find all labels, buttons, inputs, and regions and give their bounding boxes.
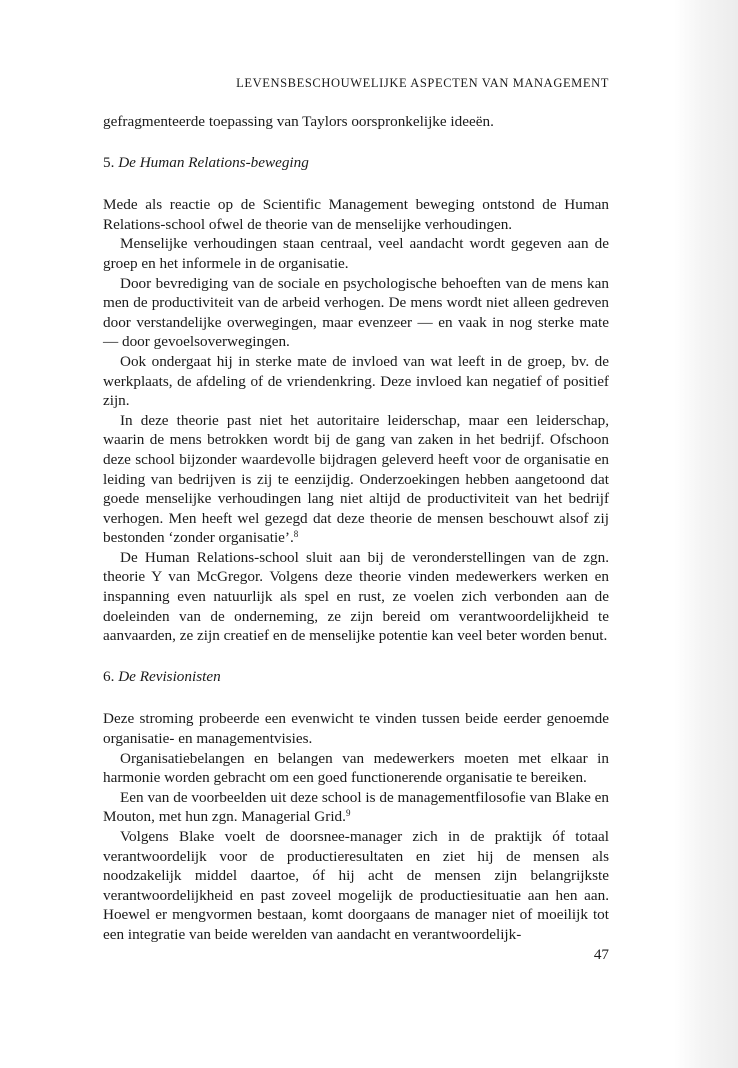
page-number: 47	[593, 946, 609, 963]
section-6-paragraph: Deze stroming probeerde een evenwicht te vinden tussen beide eerder genoemde organisatie- en managementvisies.	[103, 710, 609, 748]
section-5-heading	[103, 153, 609, 173]
section-5-paragraph-text: In deze theorie past niet het autoritaire leiderschap, maar een leiderschap, waarin de mens betrokken wordt bij de gang van zaken in het bedrijf. Ofschoon deze school bijzonder waardevolle bijdragen geleverd heeft voor de organisatie en leiding van bedrijven is zij te eenzijdig. Onderzoekingen hebben aangetoond dat goede menselijke verhoudingen lang niet altijd de productiviteit van het bedrijf verhogen. Men heeft wel gezegd dat deze theorie de mensen beschouwt alsof zij bestonden ‘zonder organisatie’.	[103, 411, 609, 547]
section-5-paragraph: Door bevrediging van de sociale en psychologische behoeften van de mens kan men de productiviteit van de arbeid verhogen. De mens wordt niet alleen gedreven door verstandelijke overwegingen, maar evenzeer — en vaak in nog sterke mate — door gevoelsoverwegingen.	[103, 274, 609, 351]
section-5-paragraph: Ook ondergaat hij in sterke mate de invloed van wat leeft in de groep, bv. de werkplaats, de afdeling of de vriendenkring. Deze invloed kan negatief of positief zijn.	[103, 352, 609, 410]
section-6-paragraph: Volgens Blake voelt de doorsnee-manager zich in de praktijk óf totaal verantwoordelijk voor de productieresultaten en ziet hij de mensen als noodzakelijk middel daartoe, óf hij acht de mensen zijn belangrijkste verantwoordelijkheid en past zoveel mogelijk de productiesituatie aan hen aan. Hoewel er mengvormen bestaan, komt doorgaans de manager niet of moeilijk tot een integratie van beide werelden van aandacht en verantwoordelijk-	[103, 828, 609, 943]
section-6-paragraph-with-note	[103, 788, 609, 827]
section-5-title: De Human Relations-beweging	[118, 153, 309, 171]
section-6-number: 6.	[103, 667, 115, 685]
section-6-title: De Revisionisten	[118, 667, 221, 685]
section-6-paragraph-text: Een van de voorbeelden uit deze school is de managementfilosofie van Blake en Mouton, met hun zgn. Managerial Grid.	[103, 788, 609, 826]
section-5-paragraph-with-note	[103, 411, 609, 548]
running-header: LEVENSBESCHOUWELIJKE ASPECTEN VAN MANAGEMENT	[236, 76, 609, 90]
section-5-paragraph: Mede als reactie op de Scientific Management beweging ontstond de Human Relations-school ofwel de theorie van de menselijke verhoudingen.	[103, 196, 609, 233]
intro-continuation: gefragmenteerde toepassing van Taylors oorspronkelijke ideeën.	[103, 113, 494, 130]
section-5-number: 5.	[103, 153, 115, 171]
page-edge-shadow	[674, 0, 738, 1068]
section-6-heading	[103, 667, 609, 687]
section-6-paragraph: Organisatiebelangen en belangen van medewerkers moeten met elkaar in harmonie worden gebracht om een goed functionerende organisatie te bereiken.	[103, 749, 609, 787]
section-5-paragraph: De Human Relations-school sluit aan bij de veronderstellingen van de zgn. theorie Y van McGregor. Volgens deze theorie vinden medewerkers werken en inspanning even natuurlijk als spel en rust, ze voelen zich verbonden aan de doeleinden van de onderneming, ze zijn bereid om verantwoordelijkheid te aanvaarden, ze zijn creatief en de menselijke potentie kan veel beter worden benut.	[103, 548, 609, 645]
footnote-ref-8: 8	[293, 529, 299, 540]
body-text	[103, 112, 609, 945]
section-5-paragraph: Menselijke verhoudingen staan centraal, veel aandacht wordt gegeven aan de groep en het informele in de organisatie.	[103, 235, 609, 272]
footnote-ref-9: 9	[345, 808, 351, 819]
